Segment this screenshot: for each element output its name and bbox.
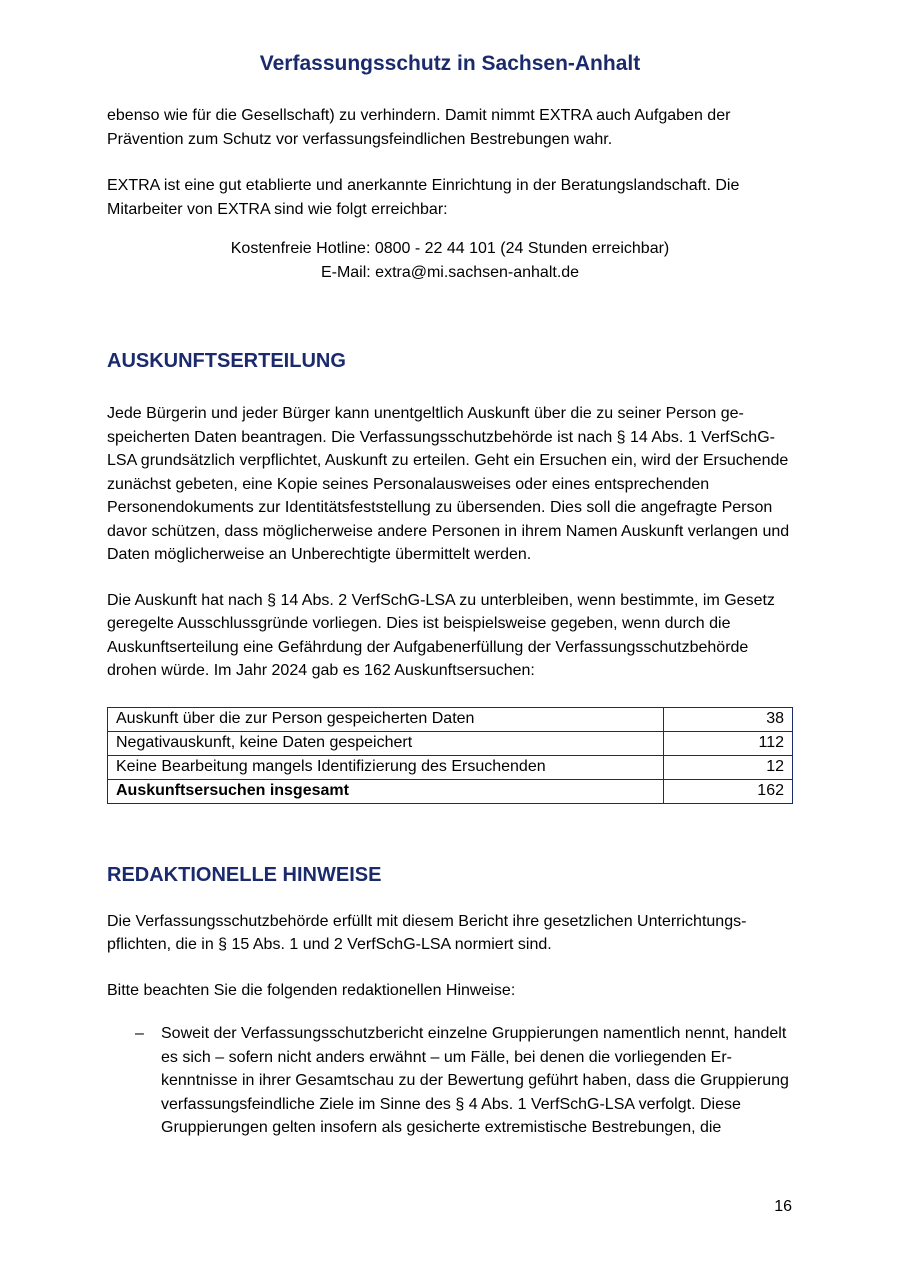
auskunft-paragraph-2: Die Auskunft hat nach § 14 Abs. 2 VerfSchG-LSA zu unterbleiben, wenn bestimmte, im Gesetz geregelte Ausschlussgründe vorliegen. Dies ist beispielsweise gegeben, wenn durch die Auskunftserteilung eine Gefährdung der Aufgabenerfüllung der Verfassungsschutzbehörde drohen würde. Im Jahr 2024 gab es 162 Auskunftsersuchen: <box>107 591 775 679</box>
extra-paragraph: EXTRA ist eine gut etablierte und anerkannte Einrichtung in der Beratungslandschaft. Die Mitarbeiter von EXTRA sind wie folgt erreichbar: <box>107 177 740 218</box>
table-total-label: Auskunftsersuchen insgesamt <box>108 779 664 803</box>
intro-continuation: ebenso wie für die Gesellschaft) zu verhindern. Damit nimmt EXTRA auch Aufgaben der Prävention zum Schutz vor verfassungsfeindlichen Bestrebungen wahr. <box>107 107 731 148</box>
redaktion-paragraph-1: Die Verfassungsschutzbehörde erfüllt mit diesem Bericht ihre gesetzlichen Unterrichtungspflichten, die in § 15 Abs. 1 und 2 VerfSchG-LSA normiert sind. <box>107 912 747 953</box>
table-total-value: 162 <box>664 779 793 803</box>
auskunft-paragraph-1: Jede Bürgerin und jeder Bürger kann unentgeltlich Auskunft über die zu seiner Person gespeicherten Daten beantragen. Die Verfassungsschutzbehörde ist nach § 14 Abs. 1 VerfSchG-LSA grundsätzlich verpflichtet, Auskunft zu erteilen. Geht ein Ersuchen ein, wird der Ersuchende zunächst gebeten, eine Kopie seines Personalausweises oder eines entsprechenden Personendokuments zur Identitätsfeststellung zu übersenden. Dies soll die angefragte Person davor schützen, dass möglicherweise andere Personen in ihrem Namen Auskunft verlangen und Daten möglicherweise an Unberechtigte übermittelt werden. <box>107 405 790 563</box>
list-item-text: Soweit der Verfassungsschutzbericht einzelne Gruppierungen namentlich nennt, handelt es sich – sofern nicht anders erwähnt – um Fälle, bei denen die vorliegenden Erkenntnisse in ihrer Gesamtschau zu der Bewertung geführt haben, dass die Gruppierung verfassungsfeindliche Ziele im Sinne des § 4 Abs. 1 VerfSchG-LSA verfolgt. Diese Gruppierungen gelten insofern als gesicherte extremistische Bestrebungen, die <box>161 1025 789 1136</box>
redaktion-paragraph-2: Bitte beachten Sie die folgenden redaktionellen Hinweise: <box>107 981 516 999</box>
table-cell-value: 38 <box>664 707 793 731</box>
table-row <box>108 707 793 731</box>
email-line: E-Mail: extra@mi.sachsen-anhalt.de <box>320 264 580 281</box>
section-heading-redaktion: REDAKTIONELLE HINWEISE <box>107 863 382 886</box>
list-item <box>107 1022 793 1140</box>
table-cell-label: Keine Bearbeitung mangels Identifizierung des Ersuchenden <box>108 755 664 779</box>
contact-block <box>107 237 793 285</box>
table-cell-value: 112 <box>664 731 793 755</box>
running-header: Verfassungsschutz in Sachsen-Anhalt <box>259 52 641 75</box>
section-heading-auskunft: AUSKUNFTSERTEILUNG <box>107 350 346 372</box>
table-cell-label: Negativauskunft, keine Daten gespeichert <box>108 731 664 755</box>
hinweise-list <box>107 1022 793 1140</box>
page-content <box>107 104 793 1140</box>
hotline-line: Kostenfreie Hotline: 0800 - 22 44 101 (24 Stunden erreichbar) <box>230 240 670 257</box>
auskunft-table <box>107 707 793 804</box>
page-number: 16 <box>774 1198 792 1215</box>
table-row <box>108 755 793 779</box>
table-cell-value: 12 <box>664 755 793 779</box>
dash-bullet: – <box>135 1025 144 1042</box>
table-row <box>108 731 793 755</box>
table-cell-label: Auskunft über die zur Person gespeicherten Daten <box>108 707 664 731</box>
table-total-row <box>108 779 793 803</box>
